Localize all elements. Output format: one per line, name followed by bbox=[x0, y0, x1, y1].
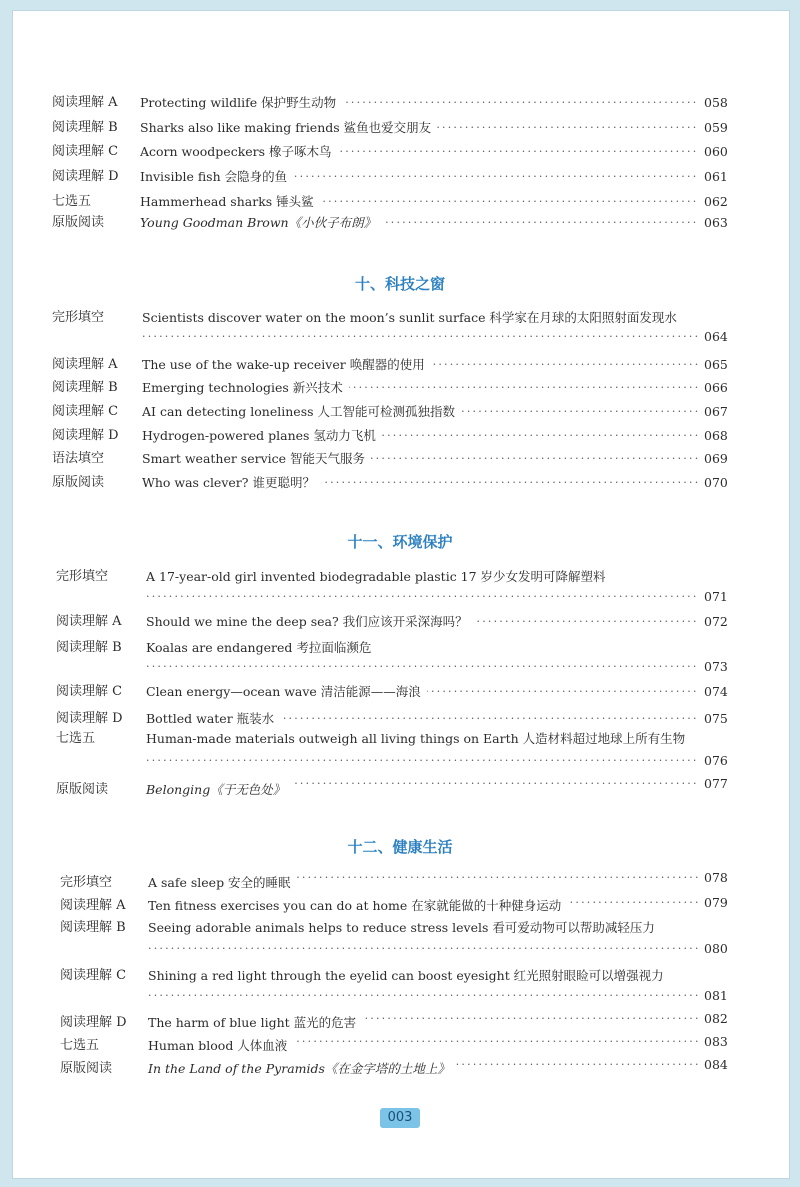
entry-page-number: 069 bbox=[700, 448, 738, 470]
entry-category-label: 阅读理解 C bbox=[56, 684, 123, 699]
entry-title: AI can detecting loneliness 人工智能可检测孤独指数 bbox=[142, 401, 461, 423]
entry-title: Should we mine the deep sea? 我们应该开采深海吗？ bbox=[146, 611, 474, 633]
entry-page-number: 073 bbox=[700, 656, 738, 678]
entry-category-label: 阅读理解 A bbox=[52, 95, 118, 110]
entry-title: The use of the wake-up receiver 唤醒器的使用 bbox=[142, 354, 431, 376]
toc-leader-row bbox=[0, 472, 800, 494]
entry-title: Ten fitness exercises you can do at home 在家就能做的十种健身运动 bbox=[148, 895, 567, 917]
entry-category-label: 原版阅读 bbox=[52, 475, 105, 490]
entry-page-number: 066 bbox=[700, 377, 738, 399]
entry-title: In the Land of the Pyramids《在金字塔的土地上》 bbox=[148, 1058, 456, 1080]
entry-category-label: 阅读理解 B bbox=[52, 120, 118, 135]
entry-title: Invisible fish 会隐身的鱼 bbox=[140, 166, 293, 188]
entry-title: Human-made materials outweigh all living things on Earth 人造材料超过地球上所有生物 bbox=[146, 728, 691, 750]
entry-page-number: 068 bbox=[700, 425, 738, 447]
entry-page-number: 061 bbox=[700, 166, 738, 188]
section-heading: 十一、环境保护 bbox=[347, 533, 453, 551]
entry-category-label: 七选五 bbox=[52, 194, 92, 209]
entry-title: Acorn woodpeckers 橡子啄木鸟 bbox=[140, 141, 338, 163]
entry-category-label: 阅读理解 A bbox=[56, 614, 122, 629]
entry-title: Hammerhead sharks 锤头鲨 bbox=[140, 191, 320, 213]
entry-category-label: 阅读理解 D bbox=[52, 169, 119, 184]
entry-title: Shining a red light through the eyelid can boost eyesight 红光照射眼睑可以增强视力 bbox=[148, 965, 670, 987]
entry-page-number: 065 bbox=[700, 354, 738, 376]
entry-title: The harm of blue light 蓝光的危害 bbox=[148, 1012, 362, 1034]
dot-leader bbox=[148, 938, 698, 960]
toc-leader-row bbox=[0, 448, 800, 470]
entry-title: A safe sleep 安全的睡眠 bbox=[148, 872, 297, 894]
section-heading: 十、科技之窗 bbox=[354, 275, 445, 293]
dot-leader bbox=[148, 985, 698, 1007]
entry-title: Young Goodman Brown《小伙子布朗》 bbox=[140, 212, 382, 234]
entry-category-label: 阅读理解 C bbox=[60, 968, 127, 983]
entry-page-number: 075 bbox=[700, 708, 738, 730]
entry-title: Koalas are endangered 考拉面临濒危 bbox=[146, 637, 377, 659]
dot-leader bbox=[146, 656, 698, 678]
page-number: 003 bbox=[380, 1108, 420, 1128]
entry-page-number: 079 bbox=[700, 892, 738, 914]
entry-category-label: 完形填空 bbox=[60, 875, 113, 890]
entry-title: Bottled water 瓶装水 bbox=[146, 708, 280, 730]
entry-category-label: 阅读理解 D bbox=[56, 711, 123, 726]
entry-page-number: 084 bbox=[700, 1054, 738, 1076]
toc-leader-row bbox=[0, 656, 800, 678]
entry-title: Hydrogen-powered planes 氢动力飞机 bbox=[142, 425, 382, 447]
entry-page-number: 070 bbox=[700, 472, 738, 494]
entry-title: Sharks also like making friends 鲨鱼也爱交朋友 bbox=[140, 117, 437, 139]
entry-category-label: 阅读理解 C bbox=[52, 144, 119, 159]
toc-leader-row bbox=[0, 586, 800, 608]
entry-title: Scientists discover water on the moon’s sunlit surface 科学家在月球的太阳照射面发现水 bbox=[142, 307, 683, 329]
entry-page-number: 082 bbox=[700, 1008, 738, 1030]
entry-category-label: 阅读理解 D bbox=[60, 1015, 127, 1030]
entry-category-label: 完形填空 bbox=[56, 569, 109, 584]
toc-leader-row bbox=[0, 212, 800, 234]
entry-page-number: 059 bbox=[700, 117, 738, 139]
entry-page-number: 072 bbox=[700, 611, 738, 633]
entry-page-number: 083 bbox=[700, 1031, 738, 1053]
entry-page-number: 074 bbox=[700, 681, 738, 703]
entry-title: Emerging technologies 新兴技术 bbox=[142, 377, 349, 399]
entry-title: Who was clever? 谁更聪明？ bbox=[142, 472, 321, 494]
dot-leader bbox=[146, 750, 698, 772]
toc-leader-row bbox=[0, 425, 800, 447]
entry-page-number: 078 bbox=[700, 867, 738, 889]
toc-leader-row bbox=[0, 750, 800, 772]
entry-category-label: 阅读理解 B bbox=[60, 920, 126, 935]
entry-title: Belonging《于无色处》 bbox=[146, 779, 291, 801]
toc-leader-row bbox=[0, 166, 800, 188]
entry-category-label: 完形填空 bbox=[52, 310, 105, 325]
entry-page-number: 076 bbox=[700, 750, 738, 772]
entry-page-number: 077 bbox=[700, 773, 738, 795]
entry-page-number: 081 bbox=[700, 985, 738, 1007]
entry-category-label: 原版阅读 bbox=[56, 782, 109, 797]
entry-title: Clean energy—ocean wave 清洁能源——海浪 bbox=[146, 681, 427, 703]
entry-category-label: 阅读理解 B bbox=[52, 380, 118, 395]
entry-title: Smart weather service 智能天气服务 bbox=[142, 448, 371, 470]
entry-category-label: 原版阅读 bbox=[52, 215, 105, 230]
entry-page-number: 067 bbox=[700, 401, 738, 423]
toc-leader-row bbox=[0, 326, 800, 348]
toc-leader-row bbox=[0, 938, 800, 960]
entry-category-label: 阅读理解 B bbox=[56, 640, 122, 655]
entry-page-number: 062 bbox=[700, 191, 738, 213]
entry-page-number: 080 bbox=[700, 938, 738, 960]
toc-leader-row bbox=[0, 191, 800, 213]
entry-title: Protecting wildlife 保护野生动物 bbox=[140, 92, 342, 114]
entry-title: Human blood 人体血液 bbox=[148, 1035, 293, 1057]
entry-category-label: 阅读理解 A bbox=[52, 357, 118, 372]
section-heading: 十二、健康生活 bbox=[347, 838, 453, 856]
entry-category-label: 七选五 bbox=[60, 1038, 100, 1053]
entry-title: Seeing adorable animals helps to reduce stress levels 看可爱动物可以帮助减轻压力 bbox=[148, 917, 661, 939]
toc-leader-row bbox=[0, 985, 800, 1007]
entry-page-number: 063 bbox=[700, 212, 738, 234]
entry-page-number: 060 bbox=[700, 141, 738, 163]
toc-leader-row bbox=[0, 141, 800, 163]
entry-category-label: 阅读理解 C bbox=[52, 404, 119, 419]
toc-leader-row bbox=[0, 867, 800, 889]
entry-title: A 17-year-old girl invented biodegradable plastic 17 岁少女发明可降解塑料 bbox=[146, 566, 612, 588]
entry-page-number: 064 bbox=[700, 326, 738, 348]
dot-leader bbox=[146, 586, 698, 608]
entry-category-label: 语法填空 bbox=[52, 451, 105, 466]
entry-category-label: 阅读理解 A bbox=[60, 898, 126, 913]
entry-category-label: 阅读理解 D bbox=[52, 428, 119, 443]
toc-leader-row bbox=[0, 92, 800, 114]
entry-page-number: 071 bbox=[700, 586, 738, 608]
entry-category-label: 七选五 bbox=[56, 731, 96, 746]
dot-leader bbox=[142, 326, 698, 348]
toc-leader-row bbox=[0, 377, 800, 399]
entry-category-label: 原版阅读 bbox=[60, 1061, 113, 1076]
toc-leader-row bbox=[0, 1031, 800, 1053]
entry-page-number: 058 bbox=[700, 92, 738, 114]
toc-leader-row bbox=[0, 773, 800, 795]
